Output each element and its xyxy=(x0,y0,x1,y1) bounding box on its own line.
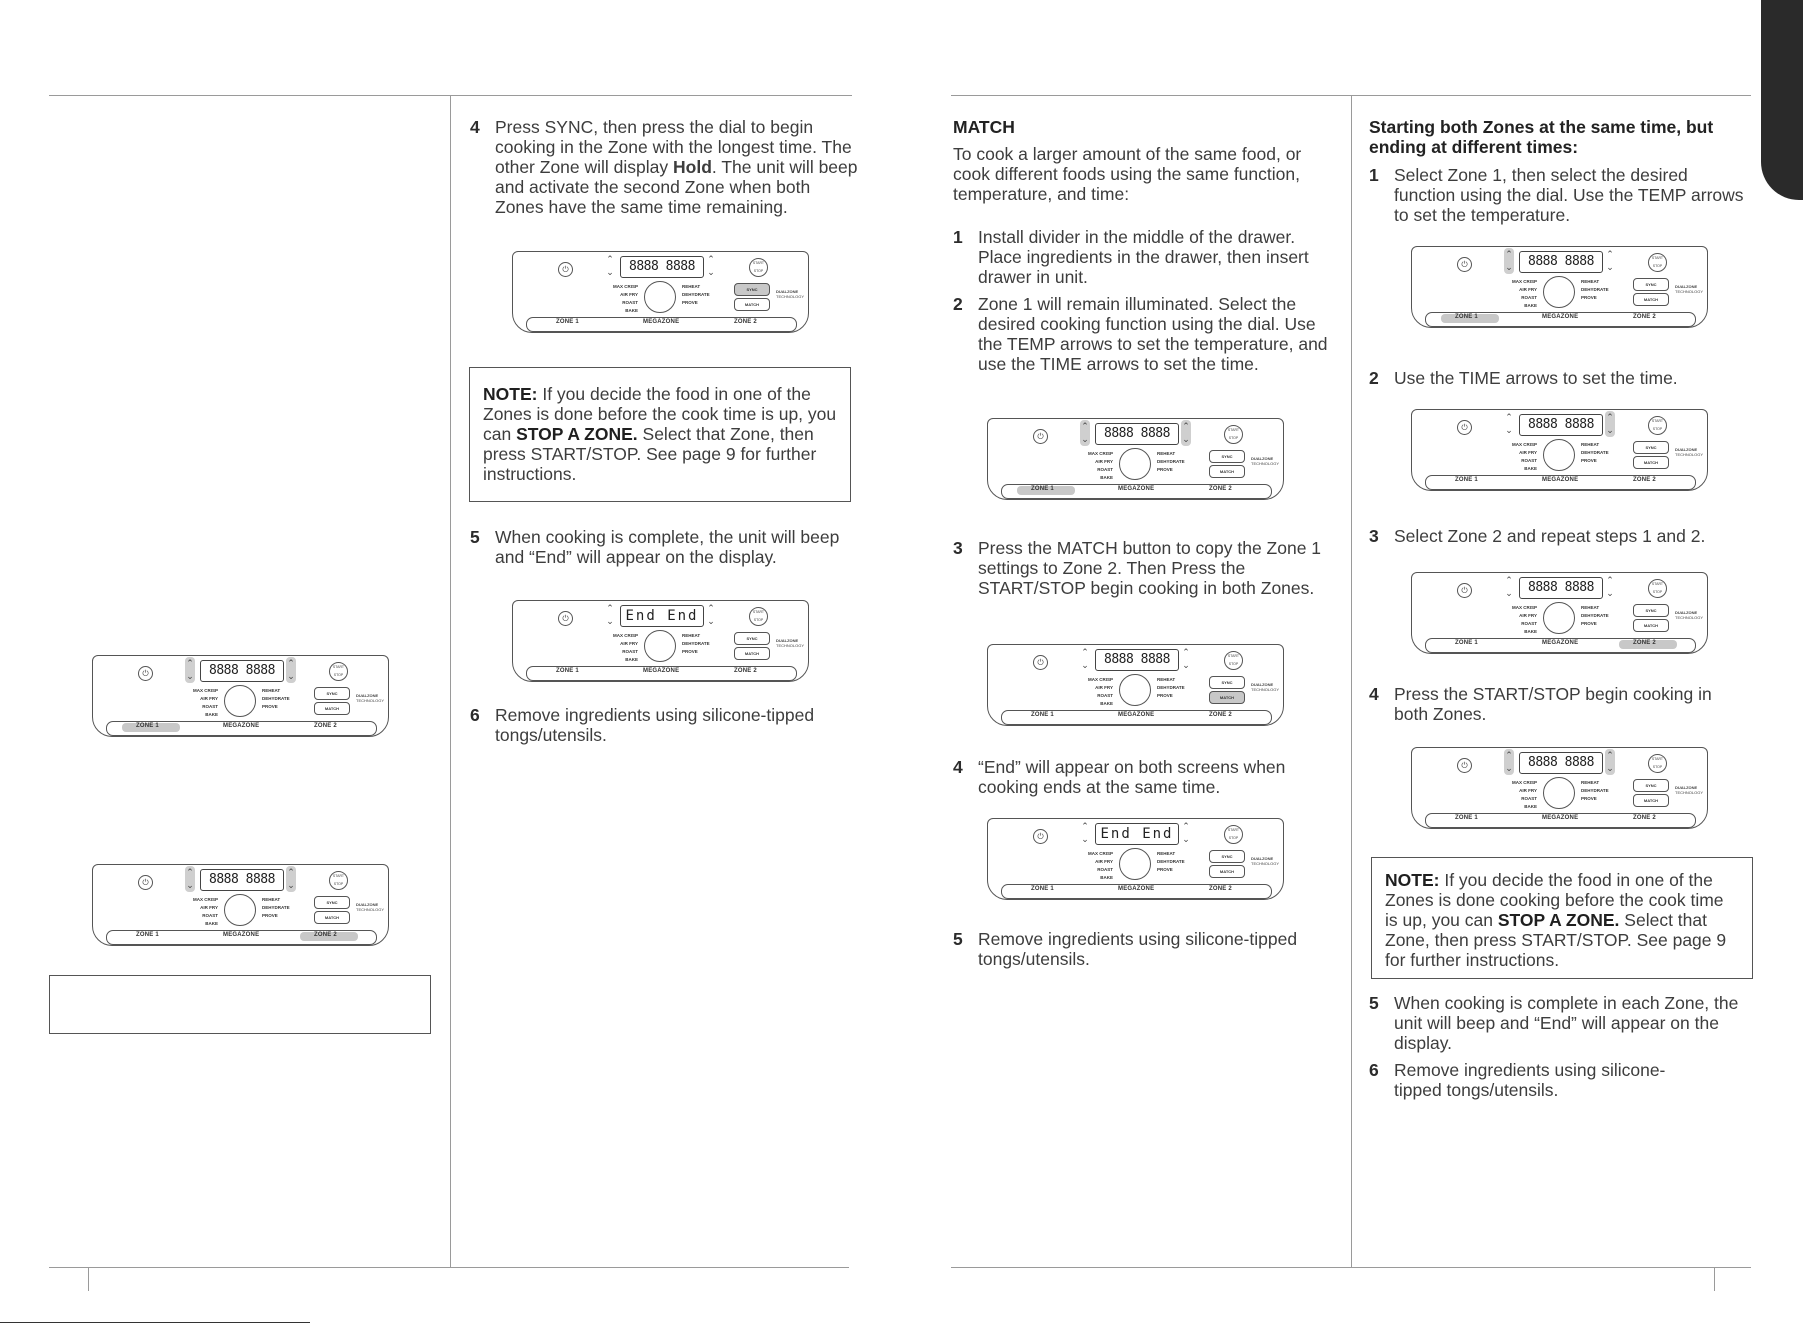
power-icon: ⏻ xyxy=(1457,758,1472,773)
zone1-label: ZONE 1 xyxy=(1455,477,1478,483)
match-button: MATCH xyxy=(1209,691,1245,704)
note-label: NOTE: xyxy=(1385,870,1440,890)
dualzone-text: DUALZONE xyxy=(356,902,379,907)
function-label-right: REHEAT xyxy=(1157,451,1176,456)
function-label-left: MAX CRISP xyxy=(612,633,638,638)
function-label-left: ROAST xyxy=(622,300,638,305)
megazone-label: MEGAZONE xyxy=(1542,477,1579,483)
function-label-left: BAKE xyxy=(1524,804,1537,809)
function-label-left: BAKE xyxy=(625,308,638,313)
function-label-left: BAKE xyxy=(1524,303,1537,308)
step-text: Install divider in the middle of the drawer. Place ingredients in the drawer, then insert drawer in unit. xyxy=(978,227,1309,287)
function-label-left: AIR FRY xyxy=(1519,450,1537,455)
function-label-right: DEHYDRATE xyxy=(1157,685,1185,690)
temp-arrows-icon: ⌃ ⌄ xyxy=(1081,821,1089,844)
sync-button: SYNC xyxy=(314,687,350,700)
match-button: MATCH xyxy=(314,911,350,924)
step-number: 4 xyxy=(953,757,963,777)
control-dial xyxy=(644,281,676,313)
step-text: Use the TIME arrows to set the time. xyxy=(1394,368,1678,388)
control-dial xyxy=(1543,777,1575,809)
function-label-right: REHEAT xyxy=(262,688,281,693)
megazone-label: MEGAZONE xyxy=(1542,640,1579,646)
power-icon: ⏻ xyxy=(138,875,153,890)
match-button: MATCH xyxy=(1209,465,1245,478)
power-icon: ⏻ xyxy=(1457,420,1472,435)
technology-text: TECHNOLOGY xyxy=(1251,687,1280,692)
technology-text: TECHNOLOGY xyxy=(1675,790,1704,795)
function-label-right: REHEAT xyxy=(1157,851,1176,856)
match-button: MATCH xyxy=(1633,619,1669,632)
zone1-label: ZONE 1 xyxy=(1031,486,1054,492)
zone2-label: ZONE 2 xyxy=(1209,886,1232,892)
note-text-1: If you decide the food in one of the Zones is done cooking before the cook time is up, you can xyxy=(1385,870,1724,930)
step-number: 5 xyxy=(1369,993,1379,1013)
function-label-right: REHEAT xyxy=(1157,677,1176,682)
note-bold: STOP A ZONE. xyxy=(1497,910,1620,930)
function-label-right: DEHYDRATE xyxy=(1581,788,1609,793)
dualzone-label xyxy=(776,638,804,648)
panel-display: 8888 8888 xyxy=(1519,414,1603,436)
zone1-label: ZONE 1 xyxy=(1455,640,1478,646)
function-label-left: ROAST xyxy=(202,704,218,709)
match-button: MATCH xyxy=(1633,293,1669,306)
match-intro: To cook a larger amount of the same food, or cook different foods using the same function, temperature, and time: xyxy=(953,144,1302,204)
function-label-left: MAX CRISP xyxy=(1511,780,1537,785)
dualzone-text: DUALZONE xyxy=(1675,785,1698,790)
zone2-label: ZONE 2 xyxy=(314,932,337,938)
both-zones-heading: Starting both Zones at the same time, but ending at different times: xyxy=(1369,117,1714,157)
zone1-label: ZONE 1 xyxy=(1455,815,1478,821)
function-label-right: PROVE xyxy=(1581,295,1597,300)
function-label-right: DEHYDRATE xyxy=(1581,613,1609,618)
temp-arrows-icon: ⌃ ⌄ xyxy=(1505,575,1513,598)
function-label-left: MAX CRISP xyxy=(192,897,218,902)
function-label-right: DEHYDRATE xyxy=(682,292,710,297)
control-dial xyxy=(1119,848,1151,880)
time-arrows-icon: ⌃ ⌄ xyxy=(1182,647,1190,670)
time-arrows-icon: ⌃ ⌄ xyxy=(1182,821,1190,844)
step-number: 5 xyxy=(470,527,480,547)
match-button: MATCH xyxy=(734,298,770,311)
step-text: Remove ingredients using silicone-tipped tongs/utensils. xyxy=(978,929,1298,969)
control-panel-both-4 xyxy=(1411,747,1708,837)
panel-display: 8888 8888 xyxy=(200,660,284,682)
dualzone-label xyxy=(776,289,804,299)
start-stop-button: START STOP xyxy=(749,607,768,626)
start-stop-button: START STOP xyxy=(1648,754,1667,773)
control-panel-zone2 xyxy=(92,864,389,954)
step-number: 3 xyxy=(1369,526,1379,546)
control-panel-both-1 xyxy=(1411,246,1708,336)
step-text: Select Zone 1, then select the desired function using the dial. Use the TEMP arrows to set the temperature. xyxy=(1394,165,1744,225)
temp-arrows-icon: ⌃ ⌄ xyxy=(1081,421,1089,444)
bottom-rule-left xyxy=(49,1267,849,1268)
function-label-right: DEHYDRATE xyxy=(262,905,290,910)
step-number: 5 xyxy=(953,929,963,949)
zone1-label: ZONE 1 xyxy=(556,319,579,325)
footer-crop-line xyxy=(0,1322,310,1323)
start-stop-button: START STOP xyxy=(1648,579,1667,598)
dualzone-text: DUALZONE xyxy=(1675,610,1698,615)
time-arrows-icon: ⌃ ⌄ xyxy=(707,254,715,277)
megazone-label: MEGAZONE xyxy=(223,932,260,938)
function-label-right: PROVE xyxy=(1581,621,1597,626)
control-dial xyxy=(1119,674,1151,706)
zone2-label: ZONE 2 xyxy=(1633,314,1656,320)
match-button: MATCH xyxy=(314,702,350,715)
function-label-right: REHEAT xyxy=(262,897,281,902)
panel-display: 8888 8888 xyxy=(1519,752,1603,774)
dualzone-text: DUALZONE xyxy=(1251,682,1274,687)
function-label-left: AIR FRY xyxy=(1095,859,1113,864)
step-number: 2 xyxy=(953,294,963,314)
zone2-label: ZONE 2 xyxy=(1209,486,1232,492)
dualzone-text: DUALZONE xyxy=(1675,284,1698,289)
time-arrows-icon: ⌃ ⌄ xyxy=(287,867,295,890)
zone2-label: ZONE 2 xyxy=(734,668,757,674)
start-stop-button: START STOP xyxy=(749,258,768,277)
function-label-right: PROVE xyxy=(262,704,278,709)
step-number: 1 xyxy=(953,227,963,247)
function-label-left: BAKE xyxy=(1524,466,1537,471)
dualzone-label xyxy=(1251,456,1279,466)
step-text-a: Press SYNC, then press the dial to begin cooking in the Zone with the longest time. The other Zone will display xyxy=(495,117,852,177)
function-label-right: PROVE xyxy=(1157,693,1173,698)
dualzone-label xyxy=(1251,682,1279,692)
function-label-left: MAX CRISP xyxy=(1511,442,1537,447)
zone1-label: ZONE 1 xyxy=(1455,314,1478,320)
power-icon: ⏻ xyxy=(1457,583,1472,598)
note-text-2: Select that Zone, then press START/STOP. See page 9 for further instructions. xyxy=(483,424,817,484)
function-label-left: BAKE xyxy=(1100,701,1113,706)
function-label-left: MAX CRISP xyxy=(1087,451,1113,456)
zone1-label: ZONE 1 xyxy=(1031,886,1054,892)
dualzone-label xyxy=(1675,610,1703,620)
power-icon: ⏻ xyxy=(558,611,573,626)
technology-text: TECHNOLOGY xyxy=(1675,452,1704,457)
dualzone-label xyxy=(1251,856,1279,866)
step-text: Remove ingredients using silicone-tipped tongs/utensils. xyxy=(495,705,815,745)
control-panel-match-end xyxy=(987,818,1284,908)
function-label-left: BAKE xyxy=(1100,475,1113,480)
technology-text: TECHNOLOGY xyxy=(776,294,805,299)
technology-text: TECHNOLOGY xyxy=(1251,861,1280,866)
sync-button: SYNC xyxy=(1633,441,1669,454)
start-stop-button: START STOP xyxy=(329,871,348,890)
empty-note-box xyxy=(49,975,431,1034)
panel-display: 8888 8888 xyxy=(1519,251,1603,273)
technology-text: TECHNOLOGY xyxy=(1675,289,1704,294)
temp-arrows-icon: ⌃ ⌄ xyxy=(606,603,614,626)
function-label-right: REHEAT xyxy=(1581,279,1600,284)
control-panel-sync xyxy=(512,251,809,341)
note-label: NOTE: xyxy=(483,384,538,404)
footer-tick-left xyxy=(88,1267,89,1291)
control-panel-end xyxy=(512,600,809,690)
sync-button: SYNC xyxy=(1209,850,1245,863)
function-label-left: ROAST xyxy=(1521,621,1537,626)
megazone-label: MEGAZONE xyxy=(1542,815,1579,821)
control-panel-match-3 xyxy=(987,644,1284,734)
time-arrows-icon: ⌃ ⌄ xyxy=(1606,750,1614,773)
function-label-left: MAX CRISP xyxy=(1087,851,1113,856)
step-number: 6 xyxy=(1369,1060,1379,1080)
power-icon: ⏻ xyxy=(138,666,153,681)
megazone-label: MEGAZONE xyxy=(1118,486,1155,492)
bottom-rule-right xyxy=(951,1267,1751,1268)
power-icon: ⏻ xyxy=(1033,655,1048,670)
function-label-right: PROVE xyxy=(1581,796,1597,801)
time-arrows-icon: ⌃ ⌄ xyxy=(1606,575,1614,598)
control-dial xyxy=(644,630,676,662)
function-label-left: ROAST xyxy=(1097,867,1113,872)
start-stop-button: START STOP xyxy=(1224,425,1243,444)
match-button: MATCH xyxy=(734,647,770,660)
start-stop-button: START STOP xyxy=(329,662,348,681)
dualzone-label xyxy=(356,902,384,912)
dualzone-text: DUALZONE xyxy=(776,289,799,294)
control-panel-match-1 xyxy=(987,418,1284,508)
function-label-left: AIR FRY xyxy=(1519,287,1537,292)
function-label-right: PROVE xyxy=(1157,867,1173,872)
function-label-left: MAX CRISP xyxy=(1511,605,1537,610)
megazone-label: MEGAZONE xyxy=(1118,712,1155,718)
column-divider-right xyxy=(1351,95,1352,1267)
control-dial xyxy=(224,685,256,717)
function-label-left: AIR FRY xyxy=(1519,788,1537,793)
function-label-left: ROAST xyxy=(622,649,638,654)
function-label-left: AIR FRY xyxy=(200,696,218,701)
dualzone-label xyxy=(1675,785,1703,795)
step-number: 1 xyxy=(1369,165,1379,185)
start-stop-button: START STOP xyxy=(1648,416,1667,435)
match-heading: MATCH xyxy=(953,117,1015,137)
megazone-label: MEGAZONE xyxy=(643,668,680,674)
function-label-right: DEHYDRATE xyxy=(1157,859,1185,864)
match-button: MATCH xyxy=(1209,865,1245,878)
control-panel-both-3 xyxy=(1411,572,1708,662)
sync-button: SYNC xyxy=(1209,676,1245,689)
megazone-label: MEGAZONE xyxy=(1542,314,1579,320)
function-label-right: DEHYDRATE xyxy=(262,696,290,701)
dualzone-text: DUALZONE xyxy=(776,638,799,643)
start-stop-button: START STOP xyxy=(1224,825,1243,844)
zone2-label: ZONE 2 xyxy=(1633,640,1656,646)
step-number: 4 xyxy=(1369,684,1379,704)
footer-tick-right xyxy=(1714,1267,1715,1291)
note-text-2: Select that Zone, then press START/STOP. See page 9 for further instructions. xyxy=(1385,910,1727,970)
function-label-left: ROAST xyxy=(1521,295,1537,300)
function-label-left: AIR FRY xyxy=(1095,685,1113,690)
function-label-left: MAX CRISP xyxy=(612,284,638,289)
function-label-left: BAKE xyxy=(1100,875,1113,880)
temp-arrows-icon: ⌃ ⌄ xyxy=(606,254,614,277)
zone1-label: ZONE 1 xyxy=(136,723,159,729)
note-bold: STOP A ZONE. xyxy=(516,424,638,444)
function-label-right: DEHYDRATE xyxy=(1581,450,1609,455)
zone1-label: ZONE 1 xyxy=(1031,712,1054,718)
function-label-right: REHEAT xyxy=(1581,442,1600,447)
function-label-left: BAKE xyxy=(625,657,638,662)
panel-display: 8888 8888 xyxy=(1095,649,1179,671)
temp-arrows-icon: ⌃ ⌄ xyxy=(1505,412,1513,435)
function-label-left: AIR FRY xyxy=(1519,613,1537,618)
time-arrows-icon: ⌃ ⌄ xyxy=(1182,421,1190,444)
function-label-right: DEHYDRATE xyxy=(682,641,710,646)
function-label-left: MAX CRISP xyxy=(1087,677,1113,682)
step-number: 2 xyxy=(1369,368,1379,388)
step-text: “End” will appear on both screens when cooking ends at the same time. xyxy=(978,757,1286,797)
time-arrows-icon: ⌃ ⌄ xyxy=(287,658,295,681)
megazone-label: MEGAZONE xyxy=(643,319,680,325)
function-label-left: ROAST xyxy=(202,913,218,918)
function-label-left: BAKE xyxy=(205,921,218,926)
zone1-label: ZONE 1 xyxy=(556,668,579,674)
megazone-label: MEGAZONE xyxy=(1118,886,1155,892)
power-icon: ⏻ xyxy=(1457,257,1472,272)
step-text: Select Zone 2 and repeat steps 1 and 2. xyxy=(1394,526,1706,546)
control-dial xyxy=(1119,448,1151,480)
function-label-right: PROVE xyxy=(262,913,278,918)
temp-arrows-icon: ⌃ ⌄ xyxy=(1505,249,1513,272)
dualzone-label xyxy=(1675,447,1703,457)
temp-arrows-icon: ⌃ ⌄ xyxy=(1505,750,1513,773)
column-divider-left xyxy=(450,95,451,1267)
sync-button: SYNC xyxy=(314,896,350,909)
step-text: When cooking is complete in each Zone, the unit will beep and “End” will appear on the display. xyxy=(1394,993,1739,1053)
temp-arrows-icon: ⌃ ⌄ xyxy=(186,658,194,681)
function-label-left: ROAST xyxy=(1097,693,1113,698)
zone2-label: ZONE 2 xyxy=(734,319,757,325)
function-label-left: MAX CRISP xyxy=(1511,279,1537,284)
sync-button: SYNC xyxy=(1633,278,1669,291)
function-label-left: AIR FRY xyxy=(1095,459,1113,464)
function-label-right: DEHYDRATE xyxy=(1581,287,1609,292)
function-label-right: REHEAT xyxy=(1581,780,1600,785)
function-label-left: ROAST xyxy=(1521,458,1537,463)
sync-button: SYNC xyxy=(1633,604,1669,617)
zone2-label: ZONE 2 xyxy=(1633,815,1656,821)
zone2-label: ZONE 2 xyxy=(1209,712,1232,718)
function-label-left: ROAST xyxy=(1521,796,1537,801)
control-panel-zone1 xyxy=(92,655,389,745)
sync-button: SYNC xyxy=(734,283,770,296)
panel-display: End End xyxy=(620,605,704,627)
dualzone-label xyxy=(356,693,384,703)
function-label-right: DEHYDRATE xyxy=(1157,459,1185,464)
note-box-2 xyxy=(1371,857,1753,979)
function-label-right: REHEAT xyxy=(682,284,701,289)
power-icon: ⏻ xyxy=(1033,829,1048,844)
technology-text: TECHNOLOGY xyxy=(356,907,385,912)
step-text-b: . The unit will beep and activate the second Zone when both Zones have the same time remaining. xyxy=(495,157,858,217)
sync-button: SYNC xyxy=(1633,779,1669,792)
dualzone-text: DUALZONE xyxy=(1675,447,1698,452)
function-label-right: REHEAT xyxy=(1581,605,1600,610)
sync-button: SYNC xyxy=(1209,450,1245,463)
function-label-right: PROVE xyxy=(1157,467,1173,472)
power-icon: ⏻ xyxy=(558,262,573,277)
step-text: Press the START/STOP begin cooking in both Zones. xyxy=(1394,684,1712,724)
dualzone-text: DUALZONE xyxy=(1251,456,1274,461)
control-panel-both-2 xyxy=(1411,409,1708,499)
function-label-left: MAX CRISP xyxy=(192,688,218,693)
control-dial xyxy=(1543,276,1575,308)
match-button: MATCH xyxy=(1633,794,1669,807)
function-label-left: AIR FRY xyxy=(620,292,638,297)
sync-button: SYNC xyxy=(734,632,770,645)
dualzone-text: DUALZONE xyxy=(1251,856,1274,861)
function-label-right: PROVE xyxy=(1581,458,1597,463)
note-text-1: If you decide the food in one of the Zones is done before the cook time is up, you can xyxy=(483,384,837,444)
panel-display: 8888 8888 xyxy=(200,869,284,891)
control-dial xyxy=(224,894,256,926)
start-stop-button: START STOP xyxy=(1224,651,1243,670)
panel-display: 8888 8888 xyxy=(1519,577,1603,599)
dualzone-label xyxy=(1675,284,1703,294)
function-label-left: BAKE xyxy=(1524,629,1537,634)
technology-text: TECHNOLOGY xyxy=(776,643,805,648)
temp-arrows-icon: ⌃ ⌄ xyxy=(186,867,194,890)
zone2-label: ZONE 2 xyxy=(1633,477,1656,483)
function-label-left: BAKE xyxy=(205,712,218,717)
technology-text: TECHNOLOGY xyxy=(1251,461,1280,466)
step-text xyxy=(495,117,860,217)
function-label-left: ROAST xyxy=(1097,467,1113,472)
step-number: 4 xyxy=(470,117,480,137)
step-number: 3 xyxy=(953,538,963,558)
step-text: Remove ingredients using silicone-tipped tongs/utensils. xyxy=(1394,1060,1666,1100)
function-label-left: AIR FRY xyxy=(200,905,218,910)
panel-display: 8888 8888 xyxy=(1095,423,1179,445)
step-number: 6 xyxy=(470,705,480,725)
zone1-label: ZONE 1 xyxy=(136,932,159,938)
control-dial xyxy=(1543,439,1575,471)
note-box-1 xyxy=(469,367,851,502)
temp-arrows-icon: ⌃ ⌄ xyxy=(1081,647,1089,670)
control-dial xyxy=(1543,602,1575,634)
panel-display: 8888 8888 xyxy=(620,256,704,278)
time-arrows-icon: ⌃ ⌄ xyxy=(707,603,715,626)
panel-display: End End xyxy=(1095,823,1179,845)
power-icon: ⏻ xyxy=(1033,429,1048,444)
technology-text: TECHNOLOGY xyxy=(1675,615,1704,620)
page-tab xyxy=(1761,0,1803,200)
function-label-left: AIR FRY xyxy=(620,641,638,646)
start-stop-button: START STOP xyxy=(1648,253,1667,272)
function-label-right: PROVE xyxy=(682,300,698,305)
function-label-right: REHEAT xyxy=(682,633,701,638)
megazone-label: MEGAZONE xyxy=(223,723,260,729)
zone2-label: ZONE 2 xyxy=(314,723,337,729)
step-text: Press the MATCH button to copy the Zone 1 settings to Zone 2. Then Press the START/STOP begin cooking in both Zones. xyxy=(978,538,1322,598)
dualzone-text: DUALZONE xyxy=(356,693,379,698)
step-text: When cooking is complete, the unit will beep and “End” will appear on the display. xyxy=(495,527,840,567)
technology-text: TECHNOLOGY xyxy=(356,698,385,703)
time-arrows-icon: ⌃ ⌄ xyxy=(1606,412,1614,435)
step-text: Zone 1 will remain illuminated. Select the desired cooking function using the dial. Use the TEMP arrows to set the temperature, and use the TIME arrows to set the time. xyxy=(978,294,1328,374)
time-arrows-icon: ⌃ ⌄ xyxy=(1606,249,1614,272)
step-bold: Hold xyxy=(673,157,712,177)
function-label-right: PROVE xyxy=(682,649,698,654)
match-button: MATCH xyxy=(1633,456,1669,469)
